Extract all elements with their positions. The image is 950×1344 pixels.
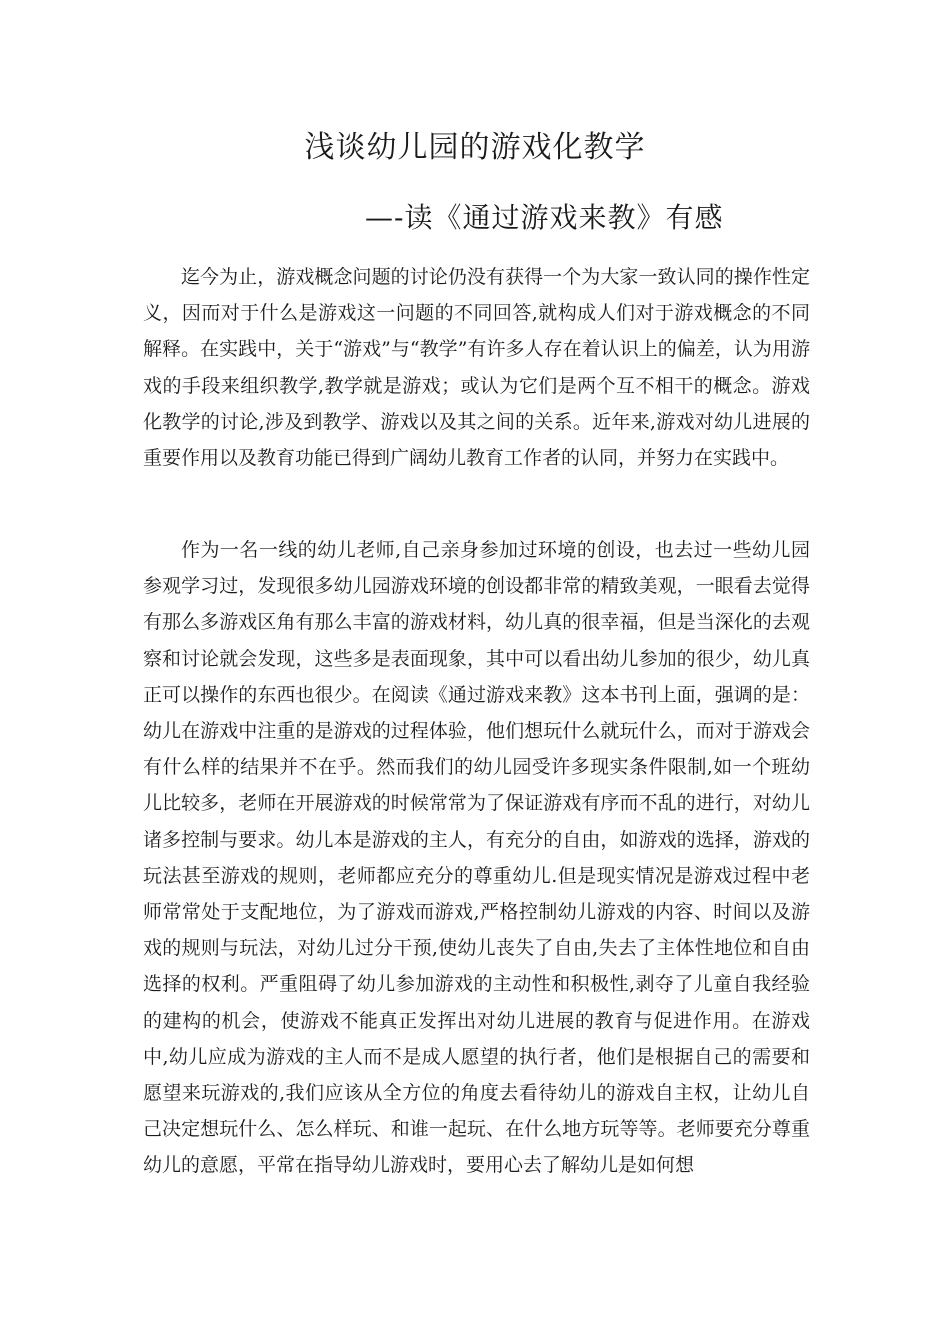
body-paragraph: 迄今为止，游戏概念问题的讨论仍没有获得一个为大家一致认同的操作性定义，因而对于什么是游戏这一问题的不同回答,就构成人们对于游戏概念的不同解释。在实践中，关于“游戏”与“教学”有许多人存在着认识上的偏差，认为用游戏的手段来组织教学,教学就是游戏；或认为它们是两个互不相干的概念。游戏化教学的讨论,涉及到教学、游戏以及其之间的关系。近年来,游戏对幼儿进展的重要作用以及教育功能已得到广阔幼儿教育工作者的认同，并努力在实践中。 bbox=[143, 266, 810, 470]
paragraph-2-block bbox=[143, 532, 810, 1184]
document-subtitle: —-读《通过游戏来教》有感 bbox=[365, 201, 724, 234]
paragraph-1-block bbox=[143, 259, 810, 476]
body-paragraph: 作为一名一线的幼儿老师,自己亲身参加过环境的创设，也去过一些幼儿园参观学习过，发现很多幼儿园游戏环境的创设都非常的精致美观，一眼看去觉得有那么多游戏区角有那么丰富的游戏材料，幼儿真的很幸福，但是当深化的去观察和讨论就会发现，这些多是表面现象，其中可以看出幼儿参加的很少，幼儿真正可以操作的东西也很少。在阅读《通过游戏来教》这本书刊上面，强调的是：幼儿在游戏中注重的是游戏的过程体验，他们想玩什么就玩什么，而对于游戏会有什么样的结果并不在乎。然而我们的幼儿园受许多现实条件限制,如一个班幼儿比较多，老师在开展游戏的时候常常为了保证游戏有序而不乱的进行，对幼儿诸多控制与要求。幼儿本是游戏的主人，有充分的自由，如游戏的选择，游戏的玩法甚至游戏的规则，老师都应充分的尊重幼儿.但是现实情况是游戏过程中老师常常处于支配地位，为了游戏而游戏,严格控制幼儿游戏的内容、时间以及游戏的规则与玩法，对幼儿过分干预,使幼儿丧失了自由,失去了主体性地位和自由选择的权利。严重阻碍了幼儿参加游戏的主动性和积极性,剥夺了儿童自我经验的建构的机会，使游戏不能真正发挥出对幼儿进展的教育与促进作用。在游戏中,幼儿应成为游戏的主人而不是成人愿望的执行者，他们是根据自己的需要和愿望来玩游戏的,我们应该从全方位的角度去看待幼儿的游戏自主权，让幼儿自己决定想玩什么、怎么样玩、和谁一起玩、在什么地方玩等等。老师要充分尊重幼儿的意愿，平常在指导幼儿游戏时，要用心去了解幼儿是如何想 bbox=[143, 539, 810, 1177]
document-title: 浅谈幼儿园的游戏化教学 bbox=[304, 130, 646, 165]
